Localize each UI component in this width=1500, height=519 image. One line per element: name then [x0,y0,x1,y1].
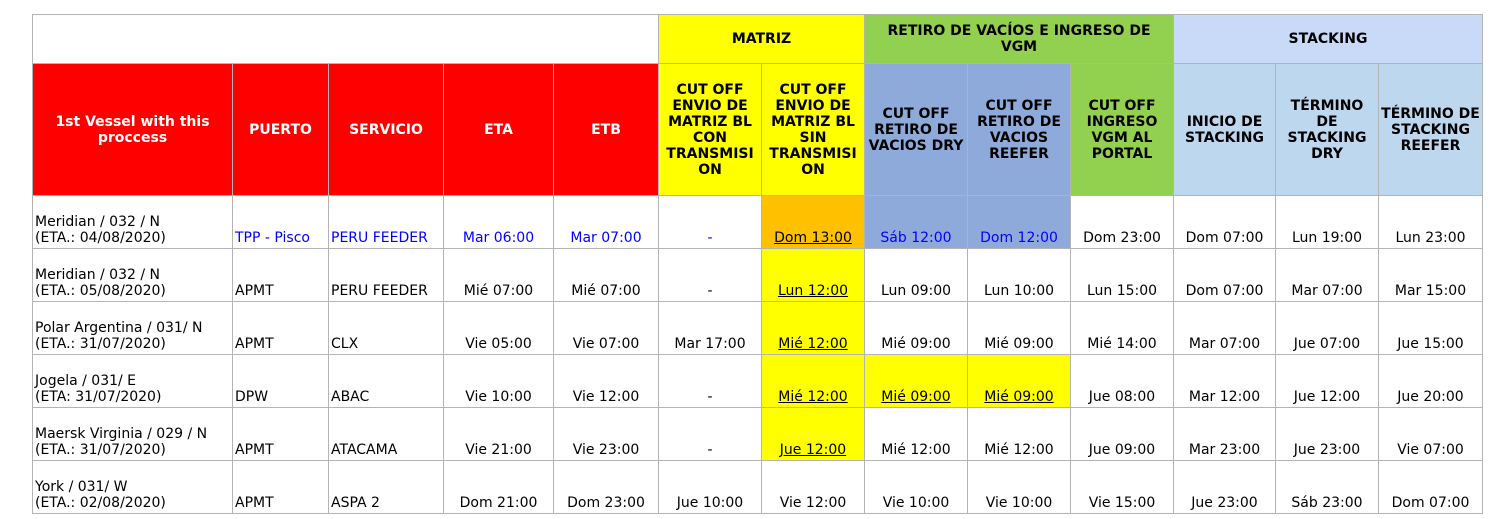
header-retiro-dry: CUT OFF RETIRO DE VACIOS DRY [865,64,968,196]
cell-inicio: Mar 12:00 [1174,355,1276,408]
cell-servicio: ASPA 2 [329,461,444,514]
cell-retiro-reefer: Mié 09:00 [968,302,1071,355]
cell-cut-con: - [659,355,762,408]
cell-termino-dry: Jue 07:00 [1276,302,1379,355]
cell-termino-reefer: Jue 15:00 [1379,302,1483,355]
table-row [33,302,1483,355]
cell-retiro-dry: Mié 09:00 [865,302,968,355]
cell-inicio: Mar 23:00 [1174,408,1276,461]
cell-vgm: Vie 15:00 [1071,461,1174,514]
header-cut-sin-transmision: CUT OFF ENVIO DE MATRIZ BL SIN TRANSMISI ON [762,64,865,196]
cell-inicio: Jue 23:00 [1174,461,1276,514]
cell-cut-con: - [659,249,762,302]
cell-termino-reefer: Jue 20:00 [1379,355,1483,408]
cell-retiro-reefer: Mié 09:00 [968,355,1071,408]
cell-eta: Dom 21:00 [444,461,554,514]
column-header-row [33,64,1483,196]
cell-retiro-dry: Sáb 12:00 [865,196,968,249]
cell-servicio: PERU FEEDER [329,196,444,249]
cell-eta: Mar 06:00 [444,196,554,249]
cell-vgm: Mié 14:00 [1071,302,1174,355]
cell-inicio: Dom 07:00 [1174,196,1276,249]
cell-cut-sin: Vie 12:00 [762,461,865,514]
cell-inicio: Dom 07:00 [1174,249,1276,302]
cell-retiro-reefer: Mié 12:00 [968,408,1071,461]
cell-cut-sin: Mié 12:00 [762,355,865,408]
table-row [33,196,1483,249]
cell-servicio: ATACAMA [329,408,444,461]
cell-inicio: Mar 07:00 [1174,302,1276,355]
cell-cut-con: Jue 10:00 [659,461,762,514]
cell-vgm: Jue 08:00 [1071,355,1174,408]
cell-cut-sin: Jue 12:00 [762,408,865,461]
header-cut-con-transmision: CUT OFF ENVIO DE MATRIZ BL CON TRANSMISI ON [659,64,762,196]
cell-cut-con: - [659,408,762,461]
header-inicio-stacking: INICIO DE STACKING [1174,64,1276,196]
cell-eta: Vie 05:00 [444,302,554,355]
cell-vessel: Meridian / 032 / N (ETA.: 04/08/2020) [33,196,233,249]
cell-eta: Vie 10:00 [444,355,554,408]
cell-vgm: Lun 15:00 [1071,249,1174,302]
band-retiro: RETIRO DE VACÍOS E INGRESO DE VGM [865,15,1174,64]
cell-puerto: APMT [233,302,329,355]
cell-cut-con: - [659,196,762,249]
cell-etb: Mié 07:00 [554,249,659,302]
cell-termino-dry: Jue 12:00 [1276,355,1379,408]
cell-puerto: DPW [233,355,329,408]
table-row [33,408,1483,461]
cell-termino-dry: Jue 23:00 [1276,408,1379,461]
cell-termino-dry: Sáb 23:00 [1276,461,1379,514]
cell-eta: Vie 21:00 [444,408,554,461]
cell-termino-reefer: Vie 07:00 [1379,408,1483,461]
cell-vessel: York / 031/ W (ETA.: 02/08/2020) [33,461,233,514]
cell-termino-dry: Mar 07:00 [1276,249,1379,302]
cell-retiro-reefer: Dom 12:00 [968,196,1071,249]
cell-vessel: Polar Argentina / 031/ N (ETA.: 31/07/2020) [33,302,233,355]
cell-etb: Vie 07:00 [554,302,659,355]
group-band-row [33,15,1483,64]
cell-etb: Vie 12:00 [554,355,659,408]
header-puerto: PUERTO [233,64,329,196]
cell-retiro-dry: Lun 09:00 [865,249,968,302]
table-row [33,461,1483,514]
cell-retiro-dry: Mié 12:00 [865,408,968,461]
cell-termino-reefer: Lun 23:00 [1379,196,1483,249]
header-termino-reefer: TÉRMINO DE STACKING REEFER [1379,64,1483,196]
cell-vgm: Jue 09:00 [1071,408,1174,461]
band-stacking: STACKING [1174,15,1483,64]
cell-puerto: APMT [233,461,329,514]
cell-vessel: Meridian / 032 / N (ETA.: 05/08/2020) [33,249,233,302]
schedule-table [32,14,1483,514]
cell-servicio: ABAC [329,355,444,408]
header-etb: ETB [554,64,659,196]
cell-termino-reefer: Mar 15:00 [1379,249,1483,302]
cell-servicio: PERU FEEDER [329,249,444,302]
cell-retiro-reefer: Vie 10:00 [968,461,1071,514]
cell-cut-con: Mar 17:00 [659,302,762,355]
cell-eta: Mié 07:00 [444,249,554,302]
header-eta: ETA [444,64,554,196]
cell-puerto: APMT [233,408,329,461]
table-row [33,249,1483,302]
cell-etb: Mar 07:00 [554,196,659,249]
header-retiro-reefer: CUT OFF RETIRO DE VACIOS REEFER [968,64,1071,196]
header-termino-dry: TÉRMINO DE STACKING DRY [1276,64,1379,196]
cell-vgm: Dom 23:00 [1071,196,1174,249]
header-servicio: SERVICIO [329,64,444,196]
header-vgm: CUT OFF INGRESO VGM AL PORTAL [1071,64,1174,196]
cell-etb: Dom 23:00 [554,461,659,514]
table-row [33,355,1483,408]
cell-termino-reefer: Dom 07:00 [1379,461,1483,514]
cell-cut-sin: Dom 13:00 [762,196,865,249]
cell-retiro-reefer: Lun 10:00 [968,249,1071,302]
cell-servicio: CLX [329,302,444,355]
cell-puerto: APMT [233,249,329,302]
cell-cut-sin: Lun 12:00 [762,249,865,302]
cell-puerto: TPP - Pisco [233,196,329,249]
cell-cut-sin: Mié 12:00 [762,302,865,355]
cell-termino-dry: Lun 19:00 [1276,196,1379,249]
cell-vessel: Jogela / 031/ E (ETA: 31/07/2020) [33,355,233,408]
cell-vessel: Maersk Virginia / 029 / N (ETA.: 31/07/2020) [33,408,233,461]
cell-etb: Vie 23:00 [554,408,659,461]
header-vessel: 1st Vessel with this proccess [33,64,233,196]
band-blank-cell [33,15,659,64]
cell-retiro-dry: Mié 09:00 [865,355,968,408]
band-matriz: MATRIZ [659,15,865,64]
cell-retiro-dry: Vie 10:00 [865,461,968,514]
